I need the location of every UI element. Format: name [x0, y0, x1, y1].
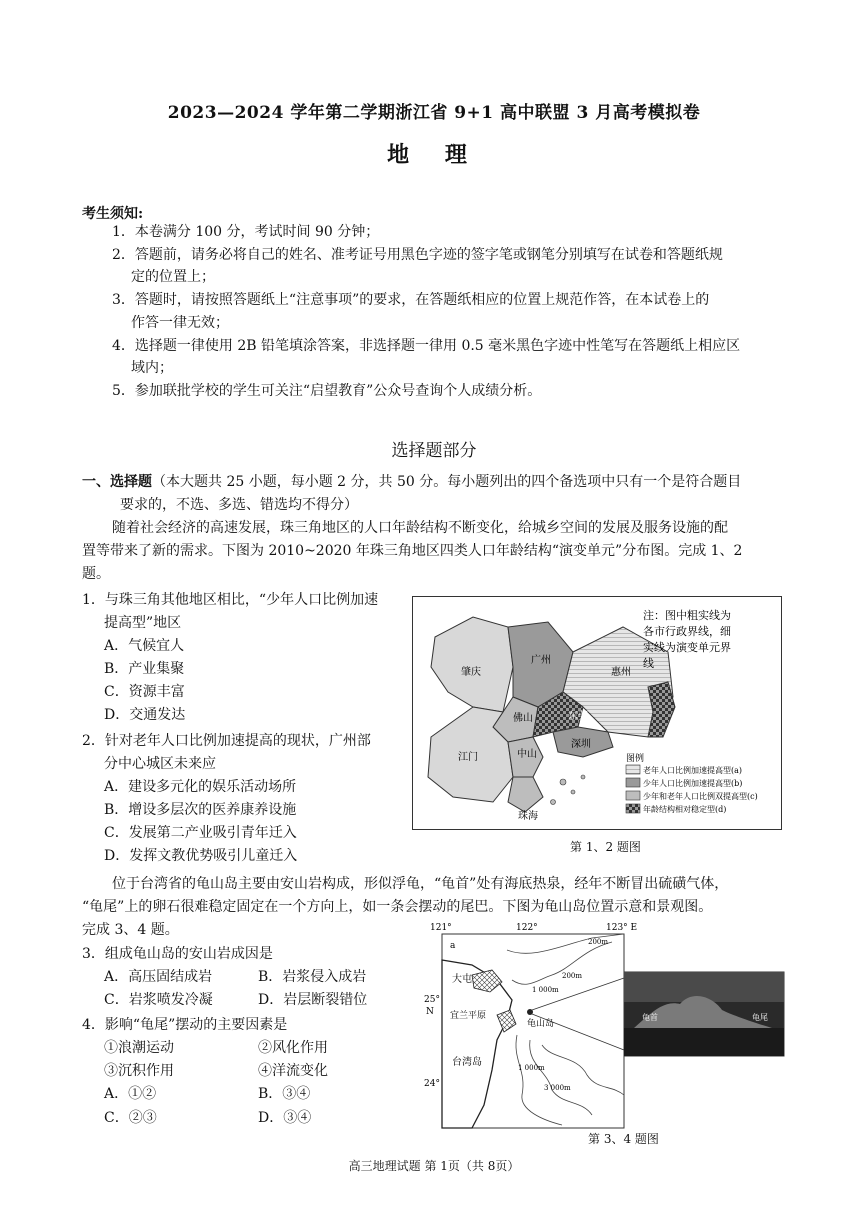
photo-label: 龟尾	[752, 1013, 768, 1022]
part-heading-label: 一、选择题	[82, 474, 152, 490]
legend-swatch-a	[626, 765, 640, 774]
legend-label: 少年和老年人口比例双提高型(c)	[643, 792, 758, 801]
figure-1-caption: 第 1、2 题图	[570, 840, 641, 854]
city-label: 珠海	[518, 811, 538, 822]
question-3-option: D．岩层断裂错位	[258, 992, 368, 1008]
legend-swatch-c	[626, 791, 640, 800]
legend-label: 老年人口比例加速提高型(a)	[643, 766, 743, 775]
city-label: 江门	[458, 752, 478, 763]
notice-item: 1．本卷满分 100 分，考试时间 90 分钟；	[112, 224, 380, 240]
region-zhaoqing	[431, 617, 513, 712]
island	[560, 779, 566, 785]
question-1-stem: 1．与珠三角其他地区相比，“少年人口比例加速	[82, 592, 379, 608]
city-label: 肇庆	[461, 667, 481, 678]
question-4-option: C．②③	[104, 1110, 157, 1126]
legend-title: 图例	[626, 754, 645, 764]
depth-label: 1 000m	[532, 986, 559, 994]
lat-label: 24°	[424, 1079, 440, 1089]
notice-item: 作答一律无效；	[131, 315, 229, 331]
notice-heading: 考生须知:	[82, 206, 144, 222]
question-1-option: B．产业集聚	[104, 661, 185, 677]
city-label: 广州	[531, 655, 551, 666]
question-4-option: B．③④	[258, 1086, 311, 1102]
island	[551, 800, 556, 805]
question-1-stem: 提高型”地区	[104, 615, 182, 631]
place-label: 大屯	[452, 974, 472, 985]
page-footer: 高三地理试题 第 1页（共 8页）	[348, 1159, 520, 1173]
question-1-option: D．交通发达	[104, 707, 186, 723]
map-note: 实线为演变单元界	[643, 641, 731, 654]
lat-label: N	[426, 1007, 434, 1017]
legend-swatch-b	[626, 778, 640, 787]
notice-item: 5．参加联批学校的学生可关注“启望教育”公众号查询个人成绩分析。	[112, 383, 542, 399]
question-3-stem: 3．组成龟山岛的安山岩成因是	[82, 946, 273, 962]
legend-swatch-d	[626, 804, 640, 813]
prd-map-svg	[413, 597, 781, 829]
intro-text: 题。	[82, 566, 110, 582]
city-label: 惠州	[611, 667, 631, 678]
intro-text: “龟尾”上的卵石很难稳定固定在一个方向上，如一条会摆动的尾巴。下图为龟山岛位置示意和景观图。	[82, 899, 713, 915]
question-4-factor: ③沉积作用	[104, 1063, 174, 1079]
question-4-factor: ②风化作用	[258, 1040, 328, 1056]
notice-item: 3．答题时，请按照答题纸上“注意事项”的要求，在答题纸相应的位置上规范作答，在本试卷上的	[112, 292, 710, 308]
place-label: 宜兰平原	[450, 1011, 487, 1021]
place-label: 龟山岛	[527, 1019, 555, 1029]
question-2-option: A．建设多元化的娱乐活动场所	[104, 779, 297, 795]
question-1-option: C．资源丰富	[104, 684, 185, 700]
figure-2	[412, 920, 792, 1130]
legend-label: 少年人口比例加速提高型(b)	[643, 779, 743, 788]
question-4-option: A．①②	[104, 1086, 157, 1102]
map-note: 各市行政界线，细	[643, 625, 731, 638]
notice-item: 4．选择题一律使用 2B 铅笔填涂答案，非选择题一律用 0.5 毫米黑色字迹中性笔写在答题纸上相应区	[112, 338, 741, 354]
lat-label: 25°	[424, 995, 440, 1005]
lon-label: 123° E	[606, 923, 638, 933]
region-zhuhai	[508, 777, 543, 812]
question-4-factor: ①浪潮运动	[104, 1040, 174, 1056]
island	[571, 790, 575, 794]
map-note: 线	[643, 657, 654, 670]
question-3-option: A．高压固结成岩	[104, 969, 213, 985]
notice-item: 2．答题前，请务必将自己的姓名、准考证号用黑色字迹的签字笔或钢笔分别填写在试卷和答题纸规	[112, 247, 723, 263]
part-heading-line2: 要求的，不选、多选、错选均不得分）	[120, 497, 358, 513]
depth-label: 200m	[588, 938, 608, 946]
figure-2-caption: 第 3、4 题图	[588, 1132, 659, 1146]
photo-label: 龟首	[642, 1013, 658, 1022]
question-3-option: C．岩浆喷发冷凝	[104, 992, 213, 1008]
question-2-option: B．增设多层次的医养康养设施	[104, 802, 297, 818]
island	[581, 775, 585, 779]
intro-text: 完成 3、4 题。	[82, 922, 179, 938]
legend-label: 年龄结构相对稳定型(d)	[643, 805, 727, 814]
photo-sea	[624, 1028, 784, 1056]
guishan-map-svg	[412, 920, 792, 1130]
intro-text: 位于台湾省的龟山岛主要由安山岩构成，形似浮龟，“龟首”处有海底热泉，经年不断冒出硫磺气体，	[112, 876, 729, 892]
question-1-option: A．气候宜人	[104, 638, 185, 654]
city-label: 深圳	[571, 739, 591, 750]
intro-text: 随着社会经济的高速发展，珠三角地区的人口年龄结构不断变化，给城乡空间的发展及服务设施的配	[112, 520, 728, 536]
depth-label: 1 000m	[518, 1064, 545, 1072]
question-2-stem: 2．针对老年人口比例加速提高的现状，广州部	[82, 733, 371, 749]
subject-title: 地 理	[387, 142, 481, 168]
depth-label: 200m	[562, 972, 582, 980]
intro-text: 置等带来了新的需求。下图为 2010~2020 年珠三角地区四类人口年龄结构“演变单元”分布图。完成 1、2	[82, 543, 743, 559]
part-heading	[82, 472, 741, 492]
part-heading-text: （本大题共 25 小题，每小题 2 分，共 50 分。每小题列出的四个备选项中只有一个是符合题目	[152, 474, 742, 490]
lon-label: 121°	[430, 923, 452, 933]
place-label: 台湾岛	[452, 1057, 482, 1068]
section-title: 选择题部分	[391, 441, 477, 461]
city-label: 中山	[517, 749, 537, 760]
question-4-factor: ④洋流变化	[258, 1063, 328, 1079]
notice-item: 域内；	[131, 360, 173, 376]
question-4-option: D．③④	[258, 1110, 312, 1126]
figure-1-map	[412, 596, 782, 830]
question-3-option: B．岩浆侵入成岩	[258, 969, 367, 985]
question-2-option: D．发挥文教优势吸引儿童迁入	[104, 848, 298, 864]
question-2-option: C．发展第二产业吸引青年迁入	[104, 825, 297, 841]
lon-label: 122°	[516, 923, 538, 933]
exam-title: 2023—2024 学年第二学期浙江省 9+1 高中联盟 3 月高考模拟卷	[167, 103, 701, 123]
question-4-stem: 4．影响“龟尾”摆动的主要因素是	[82, 1017, 288, 1033]
notice-item: 定的位置上；	[131, 269, 215, 285]
question-2-stem: 分中心城区未来应	[104, 756, 216, 772]
map-note: 注：图中粗实线为	[643, 609, 731, 622]
depth-label: 3 000m	[544, 1084, 571, 1092]
city-label: 佛山	[513, 713, 533, 724]
panel-letter: a	[450, 941, 456, 951]
city-label: 东莞	[568, 711, 588, 722]
